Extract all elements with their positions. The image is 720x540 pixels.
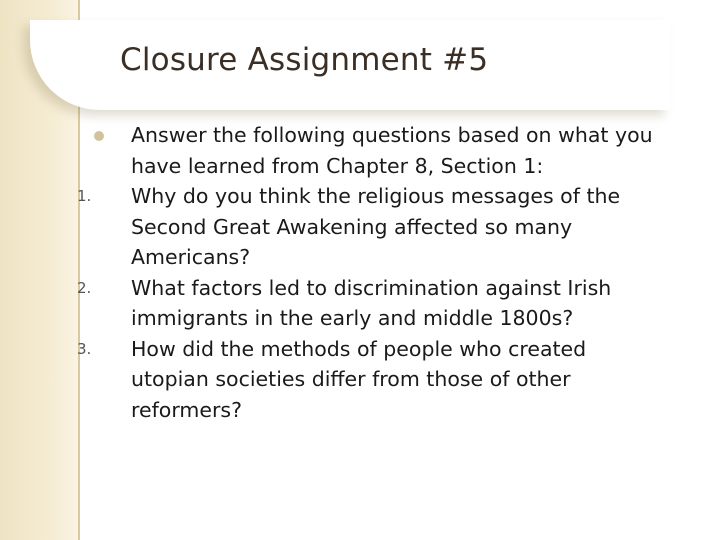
question-line: reformers? [131,397,242,422]
question-line: Americans? [131,245,251,269]
slide-body [0,120,700,425]
question-line: Why do you think the religious messages of the [131,184,621,208]
question-line: What factors led to discrimination against Irish [131,275,612,300]
question-number: 1. [77,187,92,205]
question-line: How did the methods of people who created [131,336,587,361]
question-number: 3. [77,339,92,358]
bullet-icon [94,131,104,141]
question-item [0,181,700,273]
question-item [0,334,700,426]
question-line: utopian societies differ from those of other [131,367,571,391]
question-item [0,273,700,334]
slide-title: Closure Assignment #5 [120,42,489,78]
question-line: immigrants in the early and middle 1800s? [131,306,574,330]
question-number: 2. [77,278,92,297]
question-line: Second Great Awakening affected so many [131,214,573,239]
intro-line: have learned from Chapter 8, Section 1: [131,153,544,178]
intro-line: Answer the following questions based on what you [131,123,653,147]
intro-paragraph [0,120,700,181]
